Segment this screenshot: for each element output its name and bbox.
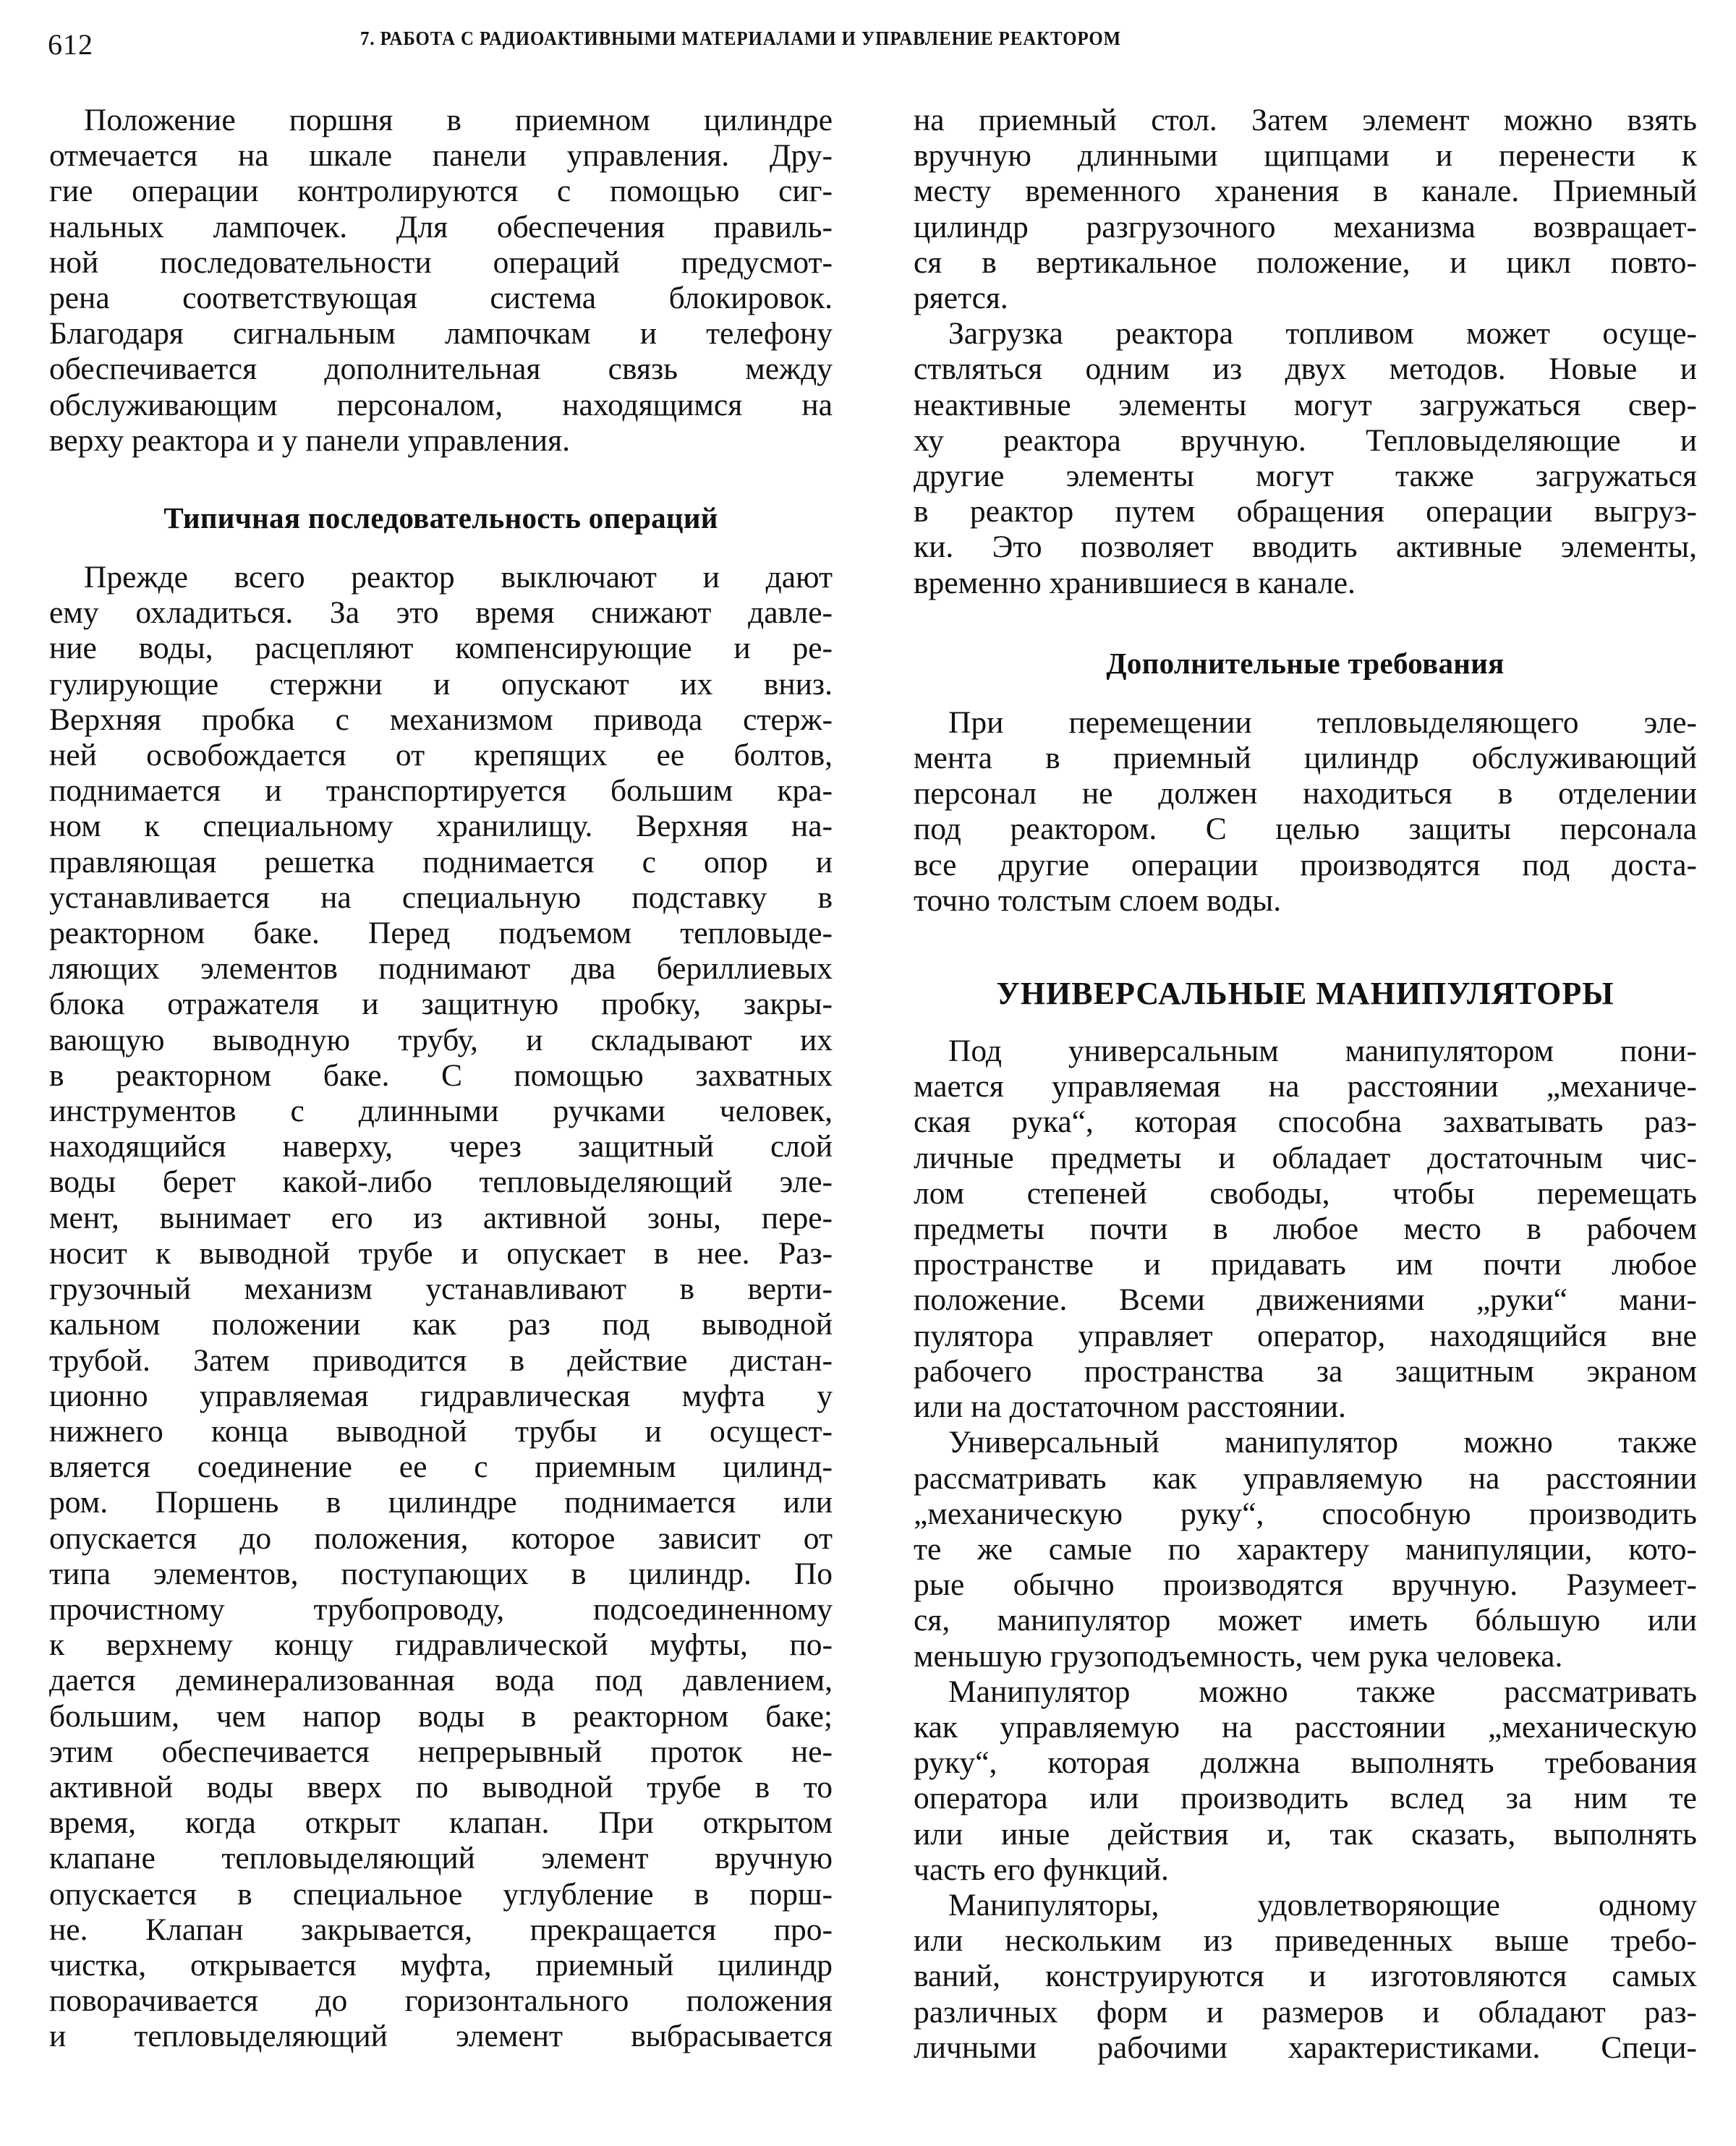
text-line: опускается до положения, которое зависит от — [49, 1520, 833, 1556]
text-line: пространстве и придавать им почти любое — [914, 1247, 1697, 1282]
text-line: ему охладиться. За это время снижают давле- — [49, 595, 833, 631]
text-line: Верхняя пробка с механизмом привода стерж- — [49, 702, 833, 737]
text-line: Манипуляторы, удовлетворяющие одному — [948, 1887, 1697, 1923]
text-line: нижнего конца выводной трубы и осущест- — [49, 1413, 833, 1449]
paragraph — [49, 103, 833, 459]
text-line: инструментов с длинными ручками человек, — [49, 1094, 833, 1129]
text-line: Прежде всего реактор выключают и дают — [84, 560, 833, 595]
text-line: ляющих элементов поднимают два бериллиевых — [49, 951, 833, 987]
text-line: ся в вертикальное положение, и цикл повто- — [914, 244, 1697, 280]
text-line: время, когда открыт клапан. При открытом — [49, 1805, 833, 1841]
paragraph — [914, 103, 1697, 316]
paragraph — [914, 1034, 1697, 1425]
text-line: личными рабочими характеристиками. Специ- — [914, 2030, 1697, 2065]
text-line: При перемещении тепловыделяющего эле- — [948, 704, 1697, 740]
text-line: рабочего пространства за защитным экраном — [914, 1353, 1697, 1389]
left-column — [49, 103, 833, 2055]
text-line: гие операции контролируются с помощью сиг- — [49, 174, 833, 209]
text-line: опускается в специальное углубление в порш- — [49, 1876, 833, 1912]
page-number: 612 — [48, 28, 93, 61]
text-line: ствляться одним из двух методов. Новые и — [914, 352, 1697, 387]
text-line: или иные действия и, так сказать, выполнять — [914, 1816, 1697, 1852]
text-line: „механическую руку“, способную производить — [914, 1496, 1697, 1531]
text-line: чистка, открывается муфта, приемный цилиндр — [49, 1947, 833, 1983]
text-line: временно хранившиеся в канале. — [914, 565, 1356, 600]
text-line: обеспечивается дополнительная связь между — [49, 352, 833, 387]
paragraph — [49, 560, 833, 2055]
text-line: дается деминерализованная вода под давлением, — [49, 1663, 833, 1698]
subheading-additional-requirements: Дополнительные требования — [1106, 646, 1505, 680]
text-line: ром. Поршень в цилиндре поднимается или — [49, 1485, 833, 1520]
text-line: не. Клапан закрывается, прекращается про- — [49, 1912, 833, 1947]
text-line: гулирующие стержни и опускают их вниз. — [49, 666, 833, 702]
text-line: мент, вынимает его из активной зоны, пере- — [49, 1200, 833, 1235]
paragraph — [914, 1425, 1697, 1674]
text-line: нальных лампочек. Для обеспечения правиль- — [49, 209, 833, 244]
text-line: находящийся наверху, через защитный слой — [49, 1129, 833, 1164]
text-line: этим обеспечивается непрерывный проток не- — [49, 1734, 833, 1769]
text-line: точно толстым слоем воды. — [914, 882, 1282, 918]
text-line: отмечается на шкале панели управления. Дру- — [49, 138, 833, 174]
text-line: ки. Это позволяет вводить активные элементы, — [914, 529, 1697, 565]
paragraph — [914, 705, 1697, 919]
right-column — [914, 103, 1697, 2066]
text-line: Под универсальным манипулятором пони- — [948, 1034, 1697, 1069]
text-line: мается управляемая на расстоянии „механиче- — [914, 1069, 1697, 1104]
text-line: в реактор путем обращения операции выгруз- — [914, 494, 1697, 529]
text-line: верху реактора и у панели управления. — [49, 422, 570, 458]
text-line: вручную длинными щипцами и перенести к — [914, 138, 1697, 174]
text-line: все другие операции производятся под доста- — [914, 847, 1697, 882]
running-head: 7. РАБОТА С РАДИОАКТИВНЫМИ МАТЕРИАЛАМИ И УПРАВЛЕНИЕ РЕАКТОРОМ — [360, 27, 1122, 49]
text-line: правляющая решетка поднимается с опор и — [49, 844, 833, 880]
text-line: в реакторном баке. С помощью захватных — [49, 1057, 833, 1093]
text-line: поворачивается до горизонтального положения — [49, 1983, 833, 2019]
text-line: или нескольким из приведенных выше требо- — [914, 1923, 1697, 1959]
text-line: пулятора управляет оператор, находящийся вне — [914, 1318, 1697, 1353]
text-line: персонал не должен находиться в отделении — [914, 776, 1697, 812]
text-line: ся, манипулятор может иметь бóльшую или — [914, 1603, 1697, 1638]
text-line: Загрузка реактора топливом может осуще- — [948, 316, 1697, 352]
text-line: ваний, конструируются и изготовляются самых — [914, 1959, 1697, 1994]
text-line: неактивные элементы могут загружаться свер- — [914, 387, 1697, 422]
text-line: вающую выводную трубу, и складывают их — [49, 1022, 833, 1057]
text-line: рые обычно производятся вручную. Разумеет- — [914, 1567, 1697, 1603]
text-line: рассматривать как управляемую на расстоянии — [914, 1460, 1697, 1496]
text-line: цилиндр разгрузочного механизма возвращает- — [914, 209, 1697, 244]
section-heading-universal-manipulators: УНИВЕРСАЛЬНЫЕ МАНИПУЛЯТОРЫ — [996, 976, 1614, 1012]
text-line: ху реактора вручную. Тепловыделяющие и — [914, 422, 1697, 458]
text-line: типа элементов, поступающих в цилиндр. По — [49, 1556, 833, 1591]
text-line: ционно управляемая гидравлическая муфта у — [49, 1378, 833, 1413]
text-line: воды берет какой-либо тепловыделяющий эле- — [49, 1164, 833, 1200]
text-line: большим, чем напор воды в реакторном баке; — [49, 1698, 833, 1734]
text-line: клапане тепловыделяющий элемент вручную — [49, 1841, 833, 1876]
paragraph — [914, 1888, 1697, 2066]
text-line: активной воды вверх по выводной трубе в то — [49, 1769, 833, 1805]
text-line: и тепловыделяющий элемент выбрасывается — [49, 2019, 833, 2054]
text-line: обслуживающим персоналом, находящимся на — [49, 387, 833, 422]
text-line: ние воды, расцепляют компенсирующие и ре- — [49, 631, 833, 666]
text-line: те же самые по характеру манипуляции, кото- — [914, 1531, 1697, 1567]
text-line: меньшую грузоподъемность, чем рука человека. — [914, 1638, 1563, 1674]
text-line: грузочный механизм устанавливают в верти- — [49, 1272, 833, 1307]
text-line: к верхнему концу гидравлической муфты, по- — [49, 1627, 833, 1663]
text-line: другие элементы могут также загружаться — [914, 459, 1697, 494]
text-line: мента в приемный цилиндр обслуживающий — [914, 741, 1697, 776]
text-line: ряется. — [914, 281, 1008, 316]
text-line: Манипулятор можно также рассматривать — [948, 1674, 1697, 1709]
text-line: Благодаря сигнальным лампочкам и телефону — [49, 316, 833, 352]
text-line: ская рука“, которая способна захватывать раз- — [914, 1104, 1697, 1140]
text-line: кальном положении как раз под выводной — [49, 1307, 833, 1342]
text-line: на приемный стол. Затем элемент можно взять — [914, 103, 1697, 137]
text-line: ней освобождается от крепящих ее болтов, — [49, 738, 833, 773]
text-line: как управляемую на расстоянии „механическую — [914, 1709, 1697, 1745]
text-line: оператора или производить вслед за ним те — [914, 1781, 1697, 1816]
text-line: Положение поршня в приемном цилиндре — [84, 103, 833, 137]
text-line: месту временного хранения в канале. Приемный — [914, 174, 1697, 209]
text-line: часть его функций. — [914, 1852, 1169, 1887]
text-line: под реактором. С целью защиты персонала — [914, 812, 1697, 847]
text-line: прочистному трубопроводу, подсоединенному — [49, 1591, 833, 1627]
text-line: лом степеней свободы, чтобы перемещать — [914, 1175, 1697, 1211]
text-line: Универсальный манипулятор можно также — [948, 1425, 1697, 1460]
text-line: положение. Всеми движениями „руки“ мани- — [914, 1282, 1697, 1318]
text-line: различных форм и размеров и обладают раз- — [914, 1994, 1697, 2030]
text-line: реакторном баке. Перед подъемом тепловыде- — [49, 916, 833, 951]
text-line: ной последовательности операций предусмот- — [49, 244, 833, 280]
text-line: поднимается и транспортируется большим кра- — [49, 773, 833, 809]
text-line: носит к выводной трубе и опускает в нее. Раз- — [49, 1235, 833, 1271]
text-line: блока отражателя и защитную пробку, закры- — [49, 987, 833, 1022]
text-line: руку“, которая должна выполнять требования — [914, 1745, 1697, 1781]
text-line: рена соответствующая система блокировок. — [49, 281, 833, 316]
text-line: трубой. Затем приводится в действие дистан- — [49, 1342, 833, 1378]
text-line: предметы почти в любое место в рабочем — [914, 1212, 1697, 1247]
text-line: личные предметы и обладает достаточным чис- — [914, 1140, 1697, 1175]
subheading-typical-sequence: Типичная последовательность операций — [163, 501, 718, 535]
text-line: устанавливается на специальную подставку в — [49, 880, 833, 915]
text-line: ном к специальному хранилищу. Верхняя на- — [49, 809, 833, 844]
paragraph — [914, 316, 1697, 601]
text-line: или на достаточном расстоянии. — [914, 1389, 1346, 1425]
text-line: вляется соединение ее с приемным цилинд- — [49, 1449, 833, 1485]
paragraph — [914, 1674, 1697, 1888]
